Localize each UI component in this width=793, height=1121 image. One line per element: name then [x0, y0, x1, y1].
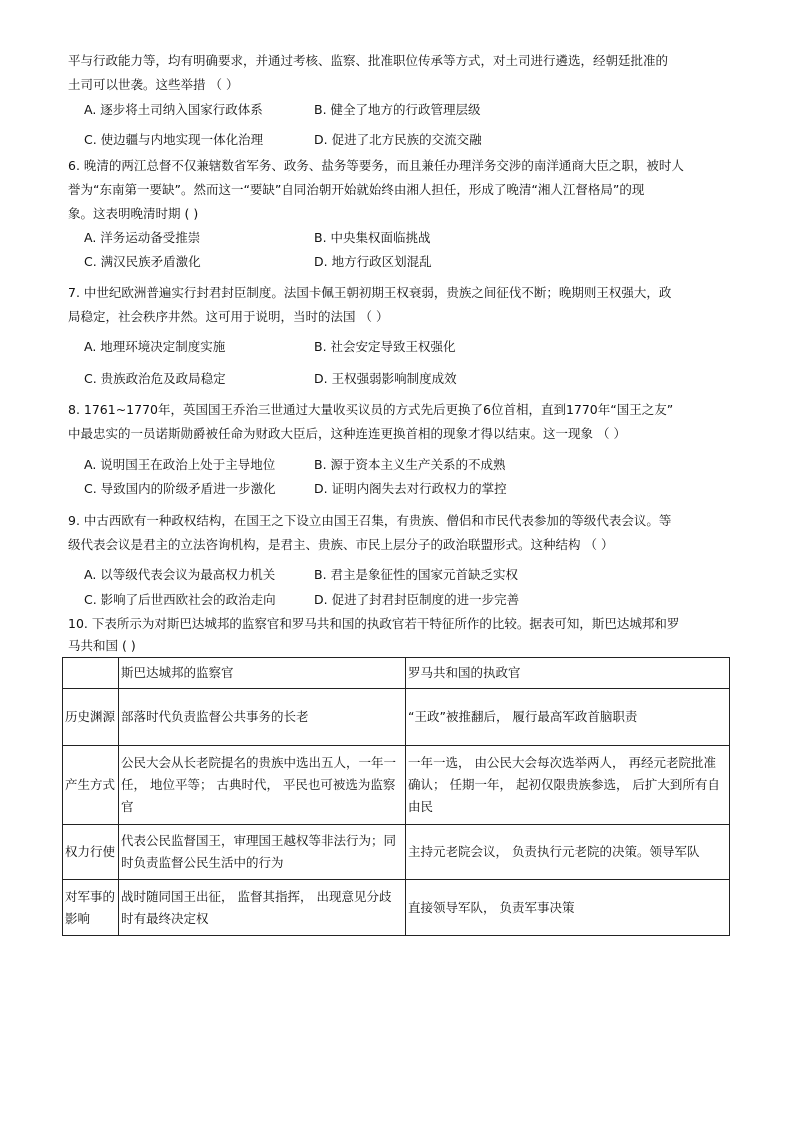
- q6-stem-line-2: 誉为“东南第一要缺”。然而这一“要缺”自同治朝开始就始终由湘人担任，形成了晚清“湘人江督格局”的现: [68, 182, 645, 197]
- q7-stem-line-2: 局稳定，社会秩序井然。这可用于说明，当时的法国 （ ）: [68, 309, 389, 324]
- table-row: [63, 689, 730, 746]
- q6-option-c: C. 满汉民族矛盾激化: [84, 254, 201, 269]
- table-row: [63, 880, 730, 936]
- q7-option-d: D. 王权强弱影响制度成效: [314, 371, 457, 386]
- q6-option-a: A. 洋务运动备受推崇: [84, 230, 201, 245]
- q7-option-c: C. 贵族政治危及政局稳定: [84, 371, 226, 386]
- q5-stem-line-2: 土司可以世袭。这些举措 （ ）: [68, 77, 239, 92]
- q5-option-b: B. 健全了地方的行政管理层级: [314, 102, 481, 117]
- q6-stem-line-1: 6. 晚清的两江总督不仅兼辖数省军务、政务、盐务等要务，而且兼任办理洋务交涉的南洋通商大臣之职，被时人: [68, 158, 684, 173]
- q9-stem-line-2: 级代表会议是君主的立法咨询机构，是君主、贵族、市民上层分子的政治联盟形式。这种结构 （ ）: [68, 537, 614, 552]
- table-row: [63, 746, 730, 825]
- q8-stem-line-1: 8. 1761~1770年，英国国王乔治三世通过大量收买议员的方式先后更换了6位首相，直到1770年“国王之友”: [68, 402, 674, 417]
- q7-option-a: A. 地理环境决定制度实施: [84, 339, 226, 354]
- q9-option-b: B. 君主是象征性的国家元首缺乏实权: [314, 567, 519, 582]
- q9-option-c: C. 影响了后世西欧社会的政治走向: [84, 592, 276, 607]
- q8-option-c: C. 导致国内的阶级矛盾进一步激化: [84, 481, 276, 496]
- table-cell: 直接领导军队， 负责军事决策: [406, 880, 730, 936]
- q9-stem-line-1: 9. 中古西欧有一种政权结构，在国王之下设立由国王召集，有贵族、僧侣和市民代表参加的等级代表会议。等: [68, 513, 672, 528]
- q6-stem-line-3: 象。这表明晚清时期 ( ): [68, 206, 199, 221]
- table-row-label: 历史渊源: [63, 689, 119, 746]
- q6-option-b: B. 中央集权面临挑战: [314, 230, 431, 245]
- table-row-label: 产生方式: [63, 746, 119, 825]
- q8-stem-line-2: 中最忠实的一员诺斯勋爵被任命为财政大臣后，这种连连更换首相的现象才得以结束。这一现象 （ ）: [68, 426, 626, 441]
- q9-option-a: A. 以等级代表会议为最高权力机关: [84, 567, 276, 582]
- table-row-label: 权力行使: [63, 825, 119, 880]
- q5-option-d: D. 促进了北方民族的交流交融: [314, 132, 482, 147]
- comparison-table: [62, 657, 730, 936]
- table-header-cell: 罗马共和国的执政官: [406, 658, 730, 689]
- table-cell: “王政”被推翻后， 履行最高军政首脑职责: [406, 689, 730, 746]
- table-row-label: 对军事的影响: [63, 880, 119, 936]
- table-header-cell: [63, 658, 119, 689]
- q5-option-c: C. 使边疆与内地实现一体化治理: [84, 132, 264, 147]
- q9-option-d: D. 促进了封君封臣制度的进一步完善: [314, 592, 520, 607]
- table-header-row: [63, 658, 730, 689]
- table-cell: 主持元老院会议， 负责执行元老院的决策。领导军队: [406, 825, 730, 880]
- q7-stem-line-1: 7. 中世纪欧洲普遍实行封君封臣制度。法国卡佩王朝初期王权衰弱，贵族之间征伐不断；晚期则王权强大，政: [68, 285, 672, 300]
- table-cell: 公民大会从长老院提名的贵族中选出五人，一年一任， 地位平等； 古典时代， 平民也可被选为监察官: [119, 746, 406, 825]
- q6-option-d: D. 地方行政区划混乱: [314, 254, 432, 269]
- table-cell: 一年一选， 由公民大会每次选举两人， 再经元老院批准确认； 任期一年， 起初仅限贵族参选， 后扩大到所有自由民: [406, 746, 730, 825]
- table-header-cell: 斯巴达城邦的监察官: [119, 658, 406, 689]
- q7-option-b: B. 社会安定导致王权强化: [314, 339, 456, 354]
- q5-option-a: A. 逐步将土司纳入国家行政体系: [84, 102, 263, 117]
- table-cell: 代表公民监督国王，审理国王越权等非法行为；同时负责监督公民生活中的行为: [119, 825, 406, 880]
- table-cell: 部落时代负责监督公共事务的长老: [119, 689, 406, 746]
- q8-option-d: D. 证明内阁失去对行政权力的掌控: [314, 481, 507, 496]
- table-row: [63, 825, 730, 880]
- q8-option-b: B. 源于资本主义生产关系的不成熟: [314, 457, 506, 472]
- q8-option-a: A. 说明国王在政治上处于主导地位: [84, 457, 276, 472]
- q10-stem-line-1: 10. 下表所示为对斯巴达城邦的监察官和罗马共和国的执政官若干特征所作的比较。据表可知，斯巴达城邦和罗: [68, 616, 680, 631]
- table-cell: 战时随同国王出征， 监督其指挥， 出现意见分歧时有最终决定权: [119, 880, 406, 936]
- q5-stem-line-1: 平与行政能力等，均有明确要求，并通过考核、监察、批准职位传承等方式，对土司进行遴选，经朝廷批准的: [68, 53, 669, 68]
- q10-stem-line-2: 马共和国 ( ): [68, 638, 136, 653]
